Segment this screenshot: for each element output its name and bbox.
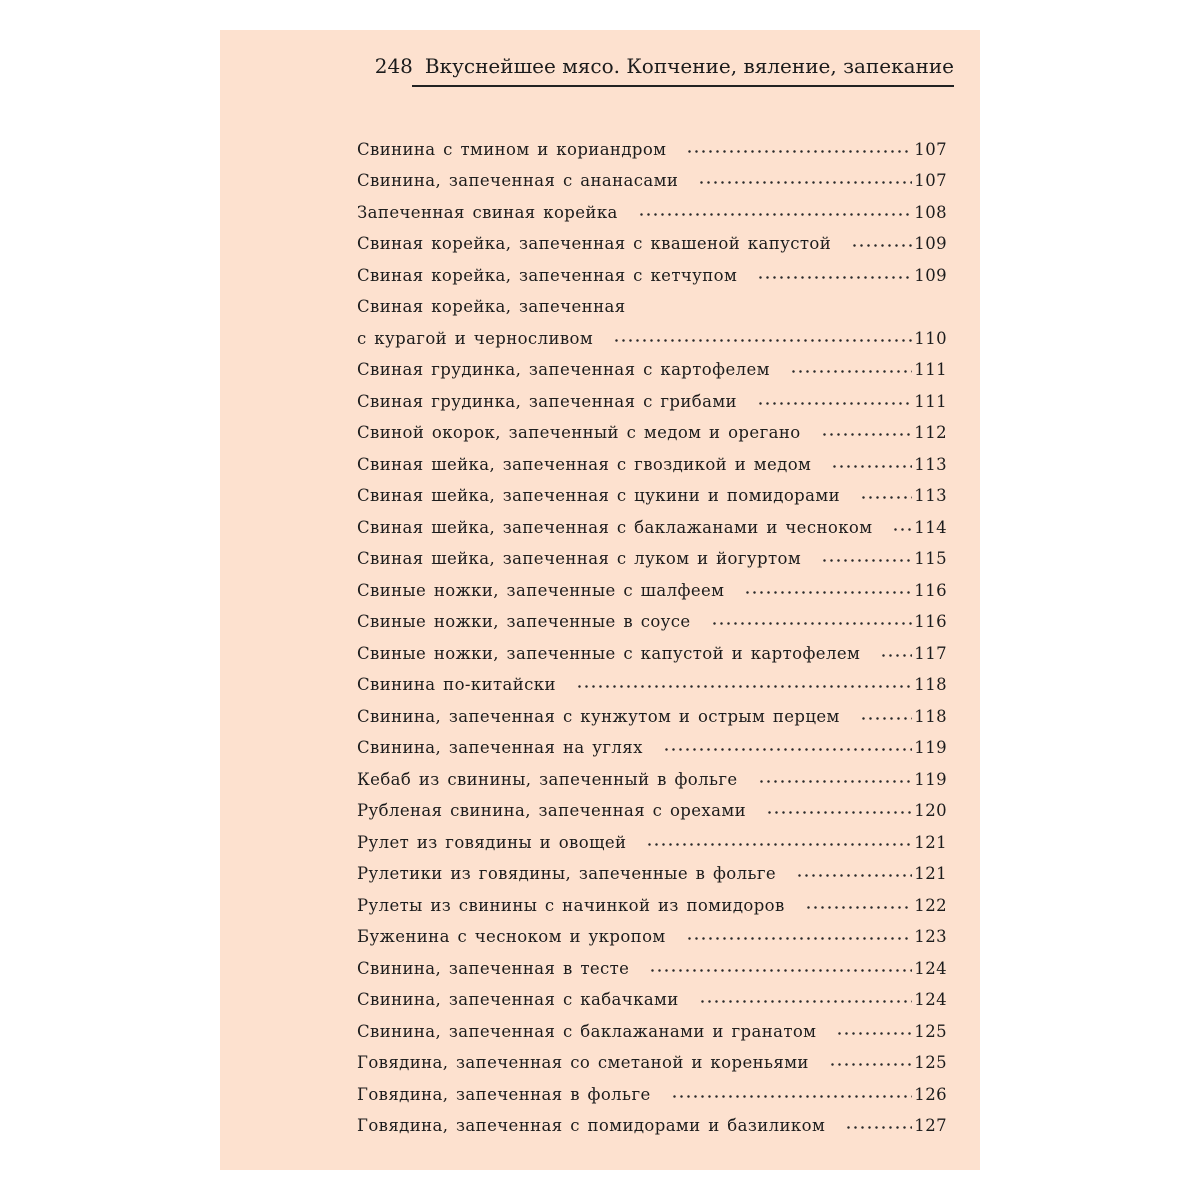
dot-leader [796,873,912,878]
toc-entry [357,316,947,348]
toc-entry [357,694,947,726]
toc-entry-page: 116 [914,612,947,631]
toc-entry-page: 123 [914,927,947,946]
toc-entry-title: Говядина, запеченная в фольге [357,1084,651,1104]
toc-entry-page: 120 [914,801,947,820]
toc-entry-title: Говядина, запеченная с помидорами и базиликом [357,1116,826,1135]
dot-leader [829,1062,912,1067]
toc-entry-title: Свиные ножки, запеченные с шалфеем [357,580,725,600]
toc-entry-title: Свинина, запеченная с баклажанами и гранатом [357,1021,817,1041]
toc-entry-title: Свиная корейка, запеченная с квашеной капустой [357,234,832,253]
toc-entry-page: 117 [914,643,947,663]
dot-leader [880,653,912,658]
toc-entry [357,946,947,978]
toc-entry-title: Свиные ножки, запеченные с капустой и картофелем [357,643,861,663]
toc-entry-page: 110 [914,328,947,348]
toc-entry [357,883,947,915]
book-title: Вкуснейшее мясо. Копчение, вяление, запекание [424,54,954,78]
toc-entry [357,978,947,1010]
toc-entry [357,600,947,632]
toc-entry [357,253,947,285]
dot-leader [744,590,912,595]
page-number: 248 [374,54,413,78]
toc-entry-title: Свинина, запеченная на углях [357,738,643,757]
toc-entry-title: Свинина, запеченная с ананасами [357,171,679,190]
toc-entry [357,348,947,380]
dot-leader [757,275,912,280]
dot-leader [576,684,912,689]
toc-entry [357,442,947,474]
dot-leader [698,180,912,185]
toc-entry-title: Кебаб из свинины, запеченный в фольге [357,769,738,789]
toc-entry-title: Свиная шейка, запеченная с луком и йогуртом [357,549,802,568]
toc-entry [357,631,947,663]
toc-entry-title: Говядина, запеченная со сметаной и кореньями [357,1053,809,1072]
toc-entry [357,379,947,411]
dot-leader [831,464,912,469]
toc-entry-title: Буженина с чесноком и укропом [357,927,666,946]
toc-entry [357,505,947,537]
toc-entry [357,474,947,506]
toc-entry [357,852,947,884]
toc-entry-page: 121 [914,832,947,852]
toc-entry-page: 122 [914,895,947,915]
toc-entry-title: Свинина, запеченная в тесте [357,958,630,978]
toc-entry [357,820,947,852]
toc-entry-page: 114 [914,517,947,537]
toc-entry-title: Рулеты из свинины с начинкой из помидоров [357,895,785,915]
dot-leader [711,621,913,626]
table-of-contents [357,127,947,1135]
toc-entry-page: 124 [914,990,947,1009]
dot-leader [805,905,913,910]
toc-entry-title: Свинина, запеченная с кабачками [357,990,679,1009]
toc-entry [357,789,947,821]
toc-entry-title: Свиной окорок, запеченный с медом и орегано [357,423,801,442]
toc-entry-title: Рулетики из говядины, запеченные в фольге [357,864,777,883]
dot-leader [671,1094,913,1099]
toc-entry-page: 118 [914,706,947,726]
toc-entry-title: Свиная шейка, запеченная с гвоздикой и медом [357,454,812,474]
dot-leader [757,401,912,406]
toc-entry-title: Свиная корейка, запеченная с кетчупом [357,265,738,285]
toc-entry [357,537,947,569]
dot-leader [845,1125,912,1130]
toc-entry [357,915,947,947]
toc-entry-page: 113 [914,486,947,505]
toc-entry-page: 121 [914,864,947,883]
toc-entry-page: 107 [914,171,947,190]
toc-entry-title: Свинина по-китайски [357,675,556,694]
dot-leader [686,936,913,941]
dot-leader [646,842,912,847]
dot-leader [663,747,912,752]
toc-entry-title: Рулет из говядины и овощей [357,832,627,852]
toc-entry-title: Рубленая свинина, запеченная с орехами [357,801,747,820]
toc-entry-page: 119 [914,738,947,757]
toc-entry-page: 119 [914,769,947,789]
toc-entry-title: Свиная корейка, запеченная [357,297,626,316]
toc-entry-page: 108 [914,202,947,222]
toc-entry [357,1009,947,1041]
toc-entry-title: Свинина, запеченная с кунжутом и острым перцем [357,706,840,726]
toc-entry-page: 126 [914,1084,947,1104]
toc-entry-page: 109 [914,234,947,253]
dot-leader [766,810,912,815]
toc-entry [357,1041,947,1073]
toc-entry [357,159,947,191]
header-rule [412,85,954,87]
toc-entry-page: 127 [914,1116,947,1135]
toc-entry-title: Свиные ножки, запеченные в соусе [357,612,691,631]
toc-entry [357,190,947,222]
toc-entry-page: 107 [914,139,947,159]
toc-entry [357,726,947,758]
book-page [220,30,980,1170]
dot-leader [699,999,913,1004]
dot-leader [821,558,912,563]
toc-entry-title: Свиная грудинка, запеченная с картофелем [357,360,770,379]
dot-leader [790,369,912,374]
toc-entry-title: с курагой и черносливом [357,328,594,348]
dot-leader [638,212,913,217]
toc-entry [357,222,947,254]
toc-entry-page: 109 [914,265,947,285]
toc-entry [357,757,947,789]
toc-entry [357,285,947,317]
toc-entry-title: Свиная шейка, запеченная с баклажанами и чесноком [357,517,873,537]
toc-entry-page: 125 [914,1053,947,1072]
dot-leader [860,495,912,500]
toc-entry-title: Свиная шейка, запеченная с цукини и помидорами [357,486,840,505]
toc-entry [357,411,947,443]
toc-entry-title: Запеченная свиная корейка [357,202,618,222]
toc-entry [357,568,947,600]
toc-entry-page: 116 [914,580,947,600]
dot-leader [892,527,912,532]
toc-entry [357,127,947,159]
toc-entry-title: Свиная грудинка, запеченная с грибами [357,391,737,411]
toc-entry-page: 111 [914,360,947,379]
dot-leader [851,243,912,248]
dot-leader [758,779,913,784]
running-header [374,54,954,84]
toc-entry [357,1104,947,1136]
dot-leader [836,1031,912,1036]
toc-entry [357,663,947,695]
dot-leader [613,338,912,343]
toc-entry-title: Свинина с тмином и кориандром [357,139,667,159]
dot-leader [821,432,913,437]
dot-leader [649,968,912,973]
toc-entry-page: 124 [914,958,947,978]
toc-entry-page: 125 [914,1021,947,1041]
toc-entry-page: 115 [914,549,947,568]
toc-entry [357,1072,947,1104]
toc-entry-page: 113 [914,454,947,474]
toc-entry-page: 111 [914,391,947,411]
toc-entry-page: 118 [914,675,947,694]
dot-leader [860,716,913,721]
toc-entry-page: 112 [914,423,947,442]
dot-leader [686,149,912,154]
